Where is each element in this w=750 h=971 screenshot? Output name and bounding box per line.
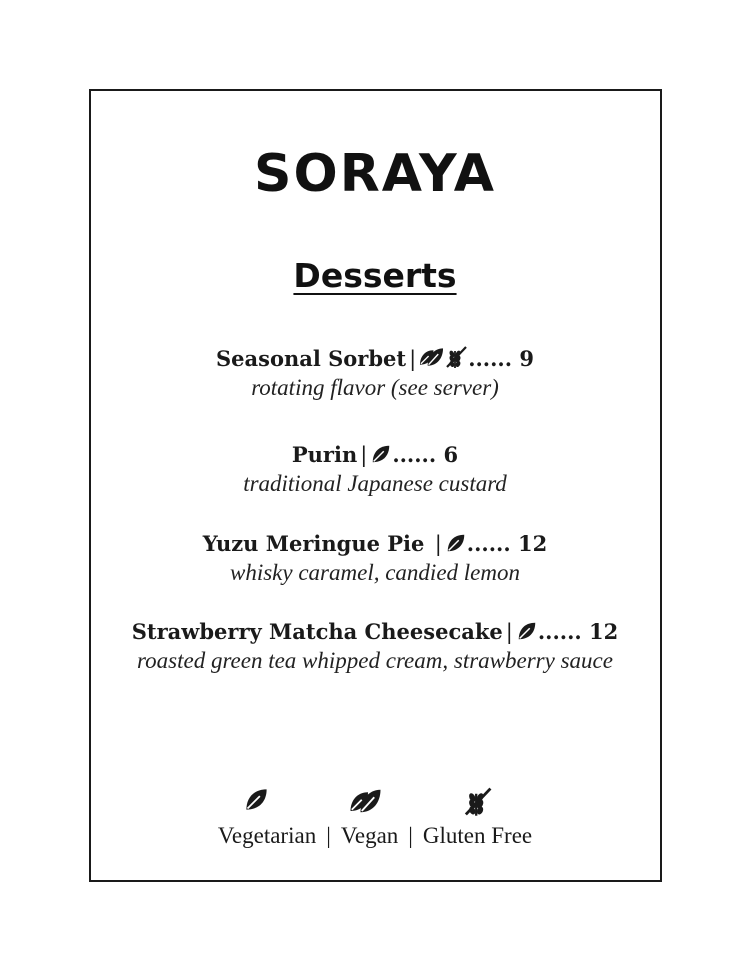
- item-line: [0, 345, 750, 373]
- legend-labels: [0, 823, 750, 849]
- item-line: [0, 530, 750, 558]
- item-dots: ......: [466, 531, 511, 556]
- menu-item: [0, 441, 750, 499]
- vegetarian-icon: [243, 786, 270, 813]
- item-dots: ......: [392, 442, 437, 467]
- legend-vegan-label: Vegan: [340, 823, 399, 848]
- gluten-free-icon: [444, 345, 468, 369]
- item-description: roasted green tea whipped cream, strawberry sauce: [137, 648, 613, 673]
- item-name: Strawberry Matcha Cheesecake: [131, 619, 503, 644]
- legend-separator: |: [326, 823, 331, 848]
- item-name: Purin: [291, 442, 358, 467]
- section-title-text: Desserts: [293, 256, 457, 295]
- item-separator: |: [505, 620, 513, 644]
- legend-gluten-free-label: Gluten Free: [422, 823, 533, 848]
- item-dots: ......: [537, 619, 582, 644]
- vegetarian-icon: [370, 443, 392, 465]
- gluten-free-icon: [462, 786, 493, 817]
- item-separator: |: [434, 532, 442, 556]
- item-line: [0, 618, 750, 646]
- menu-item: [0, 618, 750, 676]
- item-dots: ......: [468, 346, 513, 371]
- item-description: traditional Japanese custard: [243, 471, 507, 496]
- restaurant-name: SORAYA: [254, 144, 496, 204]
- item-line: [0, 441, 750, 469]
- section-title: [0, 256, 750, 295]
- item-price: 12: [517, 531, 548, 556]
- legend-vegetarian-label: Vegetarian: [217, 823, 317, 848]
- vegan-icon: [349, 786, 382, 816]
- item-price: 9: [519, 346, 534, 371]
- item-separator: |: [409, 347, 417, 371]
- item-price: 12: [589, 619, 619, 644]
- item-price: 6: [443, 442, 459, 467]
- item-description: whisky caramel, candied lemon: [230, 560, 520, 585]
- item-description: rotating flavor (see server): [251, 375, 499, 400]
- vegan-icon: [419, 345, 444, 369]
- item-name: Yuzu Meringue Pie: [202, 531, 425, 556]
- item-separator: |: [360, 443, 368, 467]
- vegetarian-icon: [445, 532, 467, 554]
- menu-item: [0, 345, 750, 403]
- legend-icons: [0, 786, 750, 818]
- vegetarian-icon: [516, 620, 538, 642]
- item-name: Seasonal Sorbet: [216, 346, 407, 371]
- menu-item: [0, 530, 750, 588]
- legend-separator: |: [408, 823, 413, 848]
